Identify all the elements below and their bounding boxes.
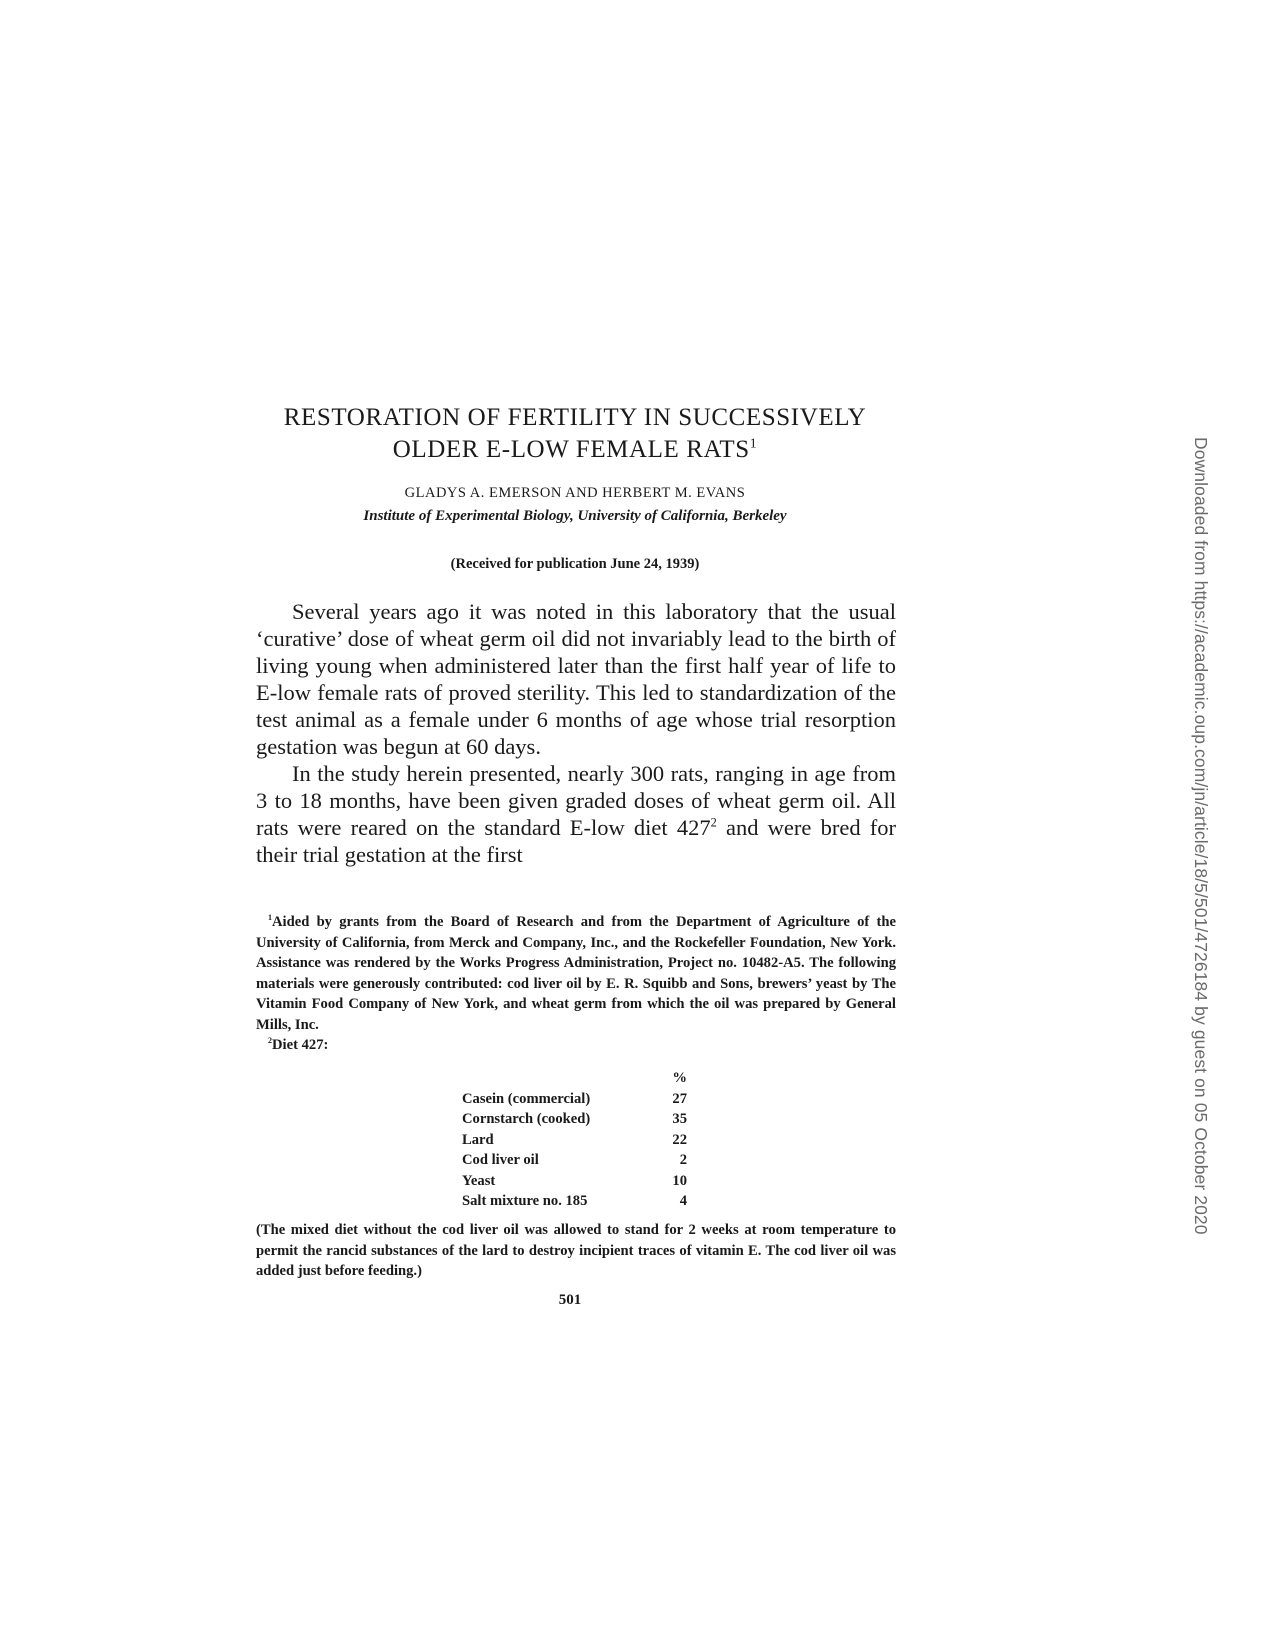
footnote-2-mark: 2 xyxy=(268,1036,273,1046)
table-row xyxy=(462,1171,687,1192)
diet-note: (The mixed diet without the cod liver oil was allowed to stand for 2 weeks at room temperature to permit the rancid substances of the lard to destroy incipient traces of vitamin E. The cod liver oil was added just before feeding.) xyxy=(256,1222,896,1279)
authors: GLADYS A. EMERSON AND HERBERT M. EVANS xyxy=(404,485,746,501)
ingredient-percent: 10 xyxy=(672,1172,687,1189)
ingredient-name: Cornstarch (cooked) xyxy=(462,1111,591,1127)
percent-header: % xyxy=(672,1070,687,1086)
body-paragraph-2-text: In the study herein presented, nearly 300 rats, ranging in age from 3 to 18 months, have been given graded doses of wheat germ oil. All rats were reared on the standard E-low diet 427 xyxy=(256,761,896,840)
footnote-2 xyxy=(256,1035,896,1056)
body-paragraph-2-continued: and were bred for their trial gestation at the first xyxy=(256,815,896,867)
ingredient-name: Casein (commercial) xyxy=(462,1090,591,1107)
diet-footnote-mark: 2 xyxy=(710,815,717,830)
table-row xyxy=(462,1130,687,1151)
ingredient-name: Yeast xyxy=(462,1172,496,1189)
title-footnote-mark: 1 xyxy=(749,435,758,451)
footnote-1-text: Aided by grants from the Board of Research and from the Department of Agriculture of the University of California, from Merck and Company, Inc., and the Rockefeller Foundation, New York. Assistance was rendered by the Works Progress Administration, Project no. 10482-A5. The following materials were generously contributed: cod liver oil by E. R. Squibb and Sons, brewers’ yeast by The Vitamin Food Company of New York, and wheat germ from which the oil was prepared by General Mills, Inc. xyxy=(256,914,896,1033)
table-row xyxy=(462,1191,687,1212)
footnote-2-label: Diet 427: xyxy=(272,1037,329,1053)
ingredient-percent: 4 xyxy=(679,1193,687,1209)
received-date: (Received for publication June 24, 1939) xyxy=(450,556,700,572)
article-title xyxy=(255,402,895,466)
title-line-1: RESTORATION OF FERTILITY IN SUCCESSIVELY xyxy=(283,404,867,431)
table-row xyxy=(462,1150,687,1171)
diet-table xyxy=(462,1068,687,1212)
footnote-1-mark: 1 xyxy=(268,913,273,923)
ingredient-percent: 35 xyxy=(672,1111,687,1127)
ingredient-name: Cod liver oil xyxy=(462,1152,539,1168)
page-number: 501 xyxy=(558,1292,582,1308)
footnote-1 xyxy=(256,912,896,1035)
body-paragraph-2 xyxy=(256,760,896,868)
affiliation: Institute of Experimental Biology, University of California, Berkeley xyxy=(363,508,787,524)
table-row xyxy=(462,1109,687,1130)
footnotes xyxy=(256,912,896,1056)
ingredient-percent: 27 xyxy=(672,1090,687,1107)
table-row xyxy=(462,1089,687,1110)
ingredient-percent: 22 xyxy=(672,1131,687,1148)
title-line-2: OLDER E-LOW FEMALE RATS xyxy=(392,436,750,463)
article-body xyxy=(256,598,896,868)
diet-table-header xyxy=(462,1068,687,1089)
ingredient-percent: 2 xyxy=(679,1152,687,1168)
body-paragraph-1: Several years ago it was noted in this laboratory that the usual ‘curative’ dose of wheat germ oil did not invariably lead to the birth of living young when administered later than the first half year of life to E-low female rats of proved sterility. This led to standardization of the test animal as a female under 6 months of age whose trial resorption gestation was begun at 60 days. xyxy=(256,599,896,759)
ingredient-name: Lard xyxy=(462,1131,494,1148)
ingredient-name: Salt mixture no. 185 xyxy=(462,1193,588,1209)
download-watermark: Downloaded from https://academic.oup.com/jn/article/18/5/501/4726184 by guest on 05 October 2020 xyxy=(1191,437,1211,1235)
